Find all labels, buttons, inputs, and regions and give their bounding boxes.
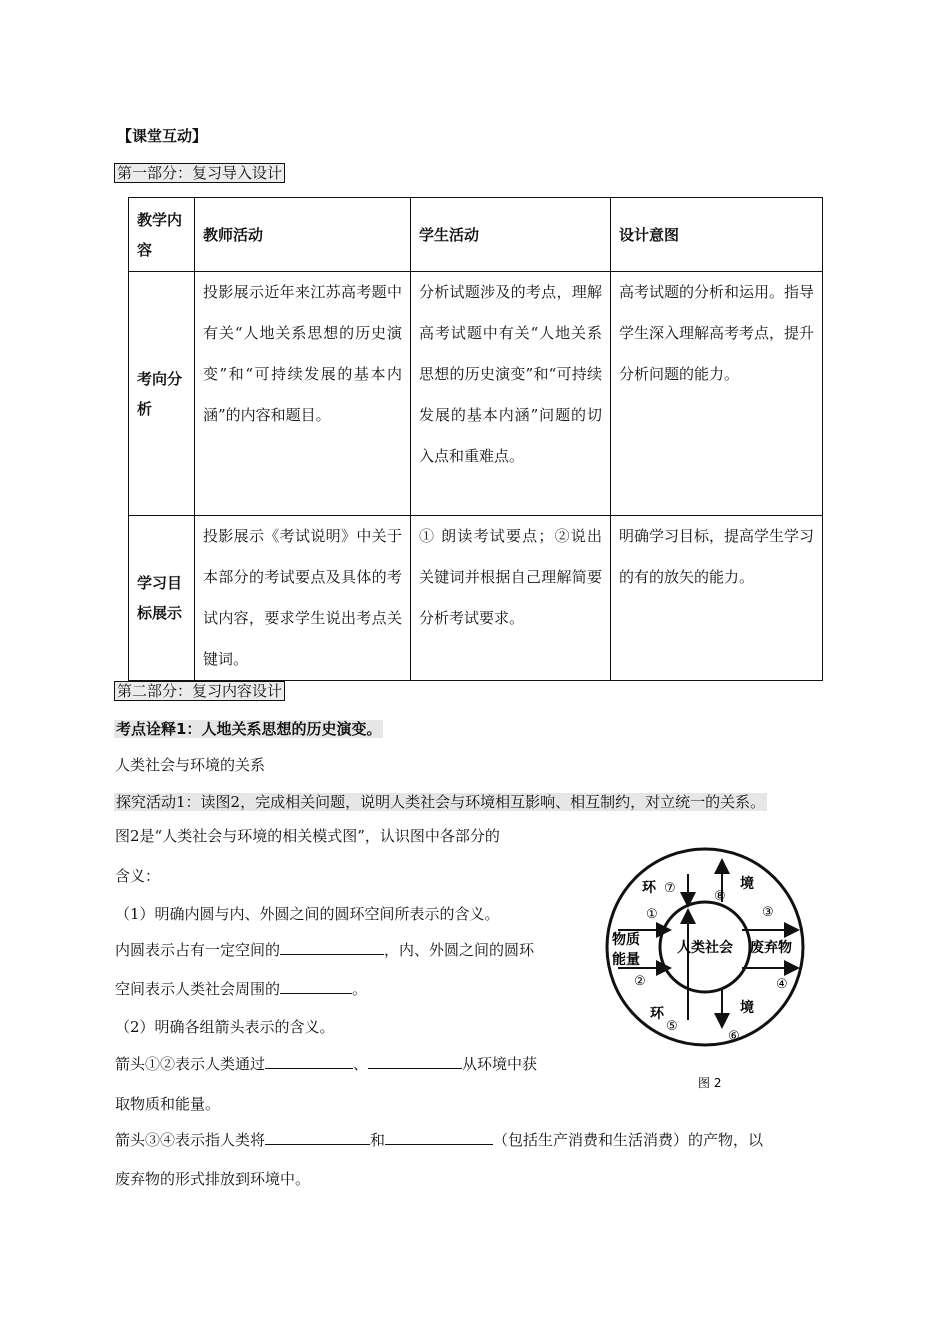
fill-blank[interactable]	[280, 940, 384, 955]
row-teacher	[195, 272, 411, 516]
q1-text-c: 空间表示人类社会周围的	[115, 980, 281, 998]
row-teacher-text: 投影展示近年来江苏高考题中有关“人地关系思想的历史演变”和“可持续发展的基本内涵”的内容和题目。	[203, 283, 402, 424]
table-header-row	[129, 198, 823, 272]
question-2-line-2: 取物质和能量。	[115, 1095, 221, 1113]
section-heading: 【课堂互动】	[117, 127, 208, 145]
question-3-line-1	[115, 1130, 763, 1150]
row-student-text: ① 朗读考试要点；②说出关键词并根据自己理解简要分析考试要求。	[419, 527, 602, 627]
society-environment-diagram	[600, 840, 810, 1100]
material-label: 物质	[612, 932, 640, 948]
q2-text-c: 从环境中获	[462, 1055, 538, 1073]
num-8: ⑧	[714, 889, 726, 904]
fill-blank[interactable]	[265, 1054, 353, 1069]
q2-text-a: 箭头①②表示人类通过	[115, 1055, 266, 1073]
q3-text-c: （包括生产消费和生活消费）的产物，以	[493, 1131, 764, 1149]
kaodian-title	[114, 719, 383, 739]
question-2-line-1	[115, 1054, 537, 1074]
question-1-title: （1）明确内圆与内、外圆之间的圆环空间所表示的含义。	[115, 905, 500, 923]
q2-text-b: 、	[353, 1055, 369, 1073]
intro-line-1: 图2是“人类社会与环境的相关模式图”，认识图中各部分的	[115, 827, 500, 845]
num-4: ④	[776, 977, 788, 992]
q3-text-b: 和	[370, 1131, 386, 1149]
fill-blank[interactable]	[280, 979, 352, 994]
center-label: 人类社会	[677, 940, 733, 956]
question-3-line-2: 废弃物的形式排放到环境中。	[115, 1170, 311, 1188]
question-2-title: （2）明确各组箭头表示的含义。	[115, 1018, 335, 1036]
fill-blank[interactable]	[385, 1130, 493, 1145]
lesson-table	[128, 197, 823, 681]
header-intent: 设计意图	[611, 198, 823, 272]
env-char-2: 境	[740, 876, 754, 892]
num-7: ⑦	[664, 881, 676, 896]
table-row	[129, 516, 823, 681]
figure-caption: 图 2	[698, 1076, 722, 1090]
num-1: ①	[646, 907, 658, 922]
row-intent	[611, 516, 823, 681]
q1-text-b: ，内、外圆之间的圆环	[384, 941, 535, 959]
part1-title-text: 第一部分：复习导入设计	[114, 163, 285, 183]
num-3: ③	[762, 905, 774, 920]
header-student: 学生活动	[411, 198, 611, 272]
header-teacher: 教师活动	[195, 198, 411, 272]
part1-title	[114, 163, 285, 183]
fill-blank[interactable]	[265, 1130, 370, 1145]
part2-title-text: 第二部分：复习内容设计	[114, 681, 285, 701]
table-row	[129, 272, 823, 516]
question-1-line-1	[115, 940, 534, 960]
part2-title	[114, 681, 285, 701]
row-intent-text: 明确学习目标，提高学生学习的有的放矢的能力。	[619, 527, 815, 586]
question-1-line-2	[115, 979, 367, 999]
num-6: ⑥	[728, 1029, 740, 1044]
env-char-3: 环	[650, 1006, 664, 1022]
q1-text-d: 。	[352, 980, 368, 998]
row-teacher-text: 投影展示《考试说明》中关于本部分的考试要点及具体的考试内容，要求学生说出考点关键词。	[203, 527, 402, 668]
waste-label: 废弃物	[750, 940, 792, 956]
row-topic: 学习目标展示	[129, 516, 195, 681]
energy-label: 能量	[612, 952, 640, 968]
row-teacher	[195, 516, 411, 681]
row-student	[411, 272, 611, 516]
activity-line	[114, 792, 767, 812]
row-student-text: 分析试题涉及的考点，理解高考试题中有关“人地关系思想的历史演变”和“可持续发展的基本内涵”问题的切入点和重难点。	[419, 283, 602, 465]
kaodian-title-text: 考点诠释1：人地关系思想的历史演变。	[116, 720, 382, 738]
header-topic: 教学内容	[129, 198, 195, 272]
num-5: ⑤	[666, 1019, 678, 1034]
fill-blank[interactable]	[368, 1054, 462, 1069]
subheading: 人类社会与环境的关系	[115, 756, 266, 774]
row-intent-text: 高考试题的分析和运用。指导学生深入理解高考考点，提升分析问题的能力。	[619, 283, 815, 383]
row-intent	[611, 272, 823, 516]
row-topic: 考向分析	[129, 272, 195, 516]
env-char-1: 环	[642, 880, 656, 896]
activity-text: 探究活动1：读图2，完成相关问题，说明人类社会与环境相互影响、相互制约，对立统一的关系。	[116, 793, 766, 811]
q3-text-a: 箭头③④表示指人类将	[115, 1131, 266, 1149]
num-2: ②	[634, 974, 646, 989]
q1-text-a: 内圆表示占有一定空间的	[115, 941, 281, 959]
intro-line-2: 含义：	[115, 867, 161, 885]
row-student	[411, 516, 611, 681]
env-char-4: 境	[740, 1000, 754, 1016]
